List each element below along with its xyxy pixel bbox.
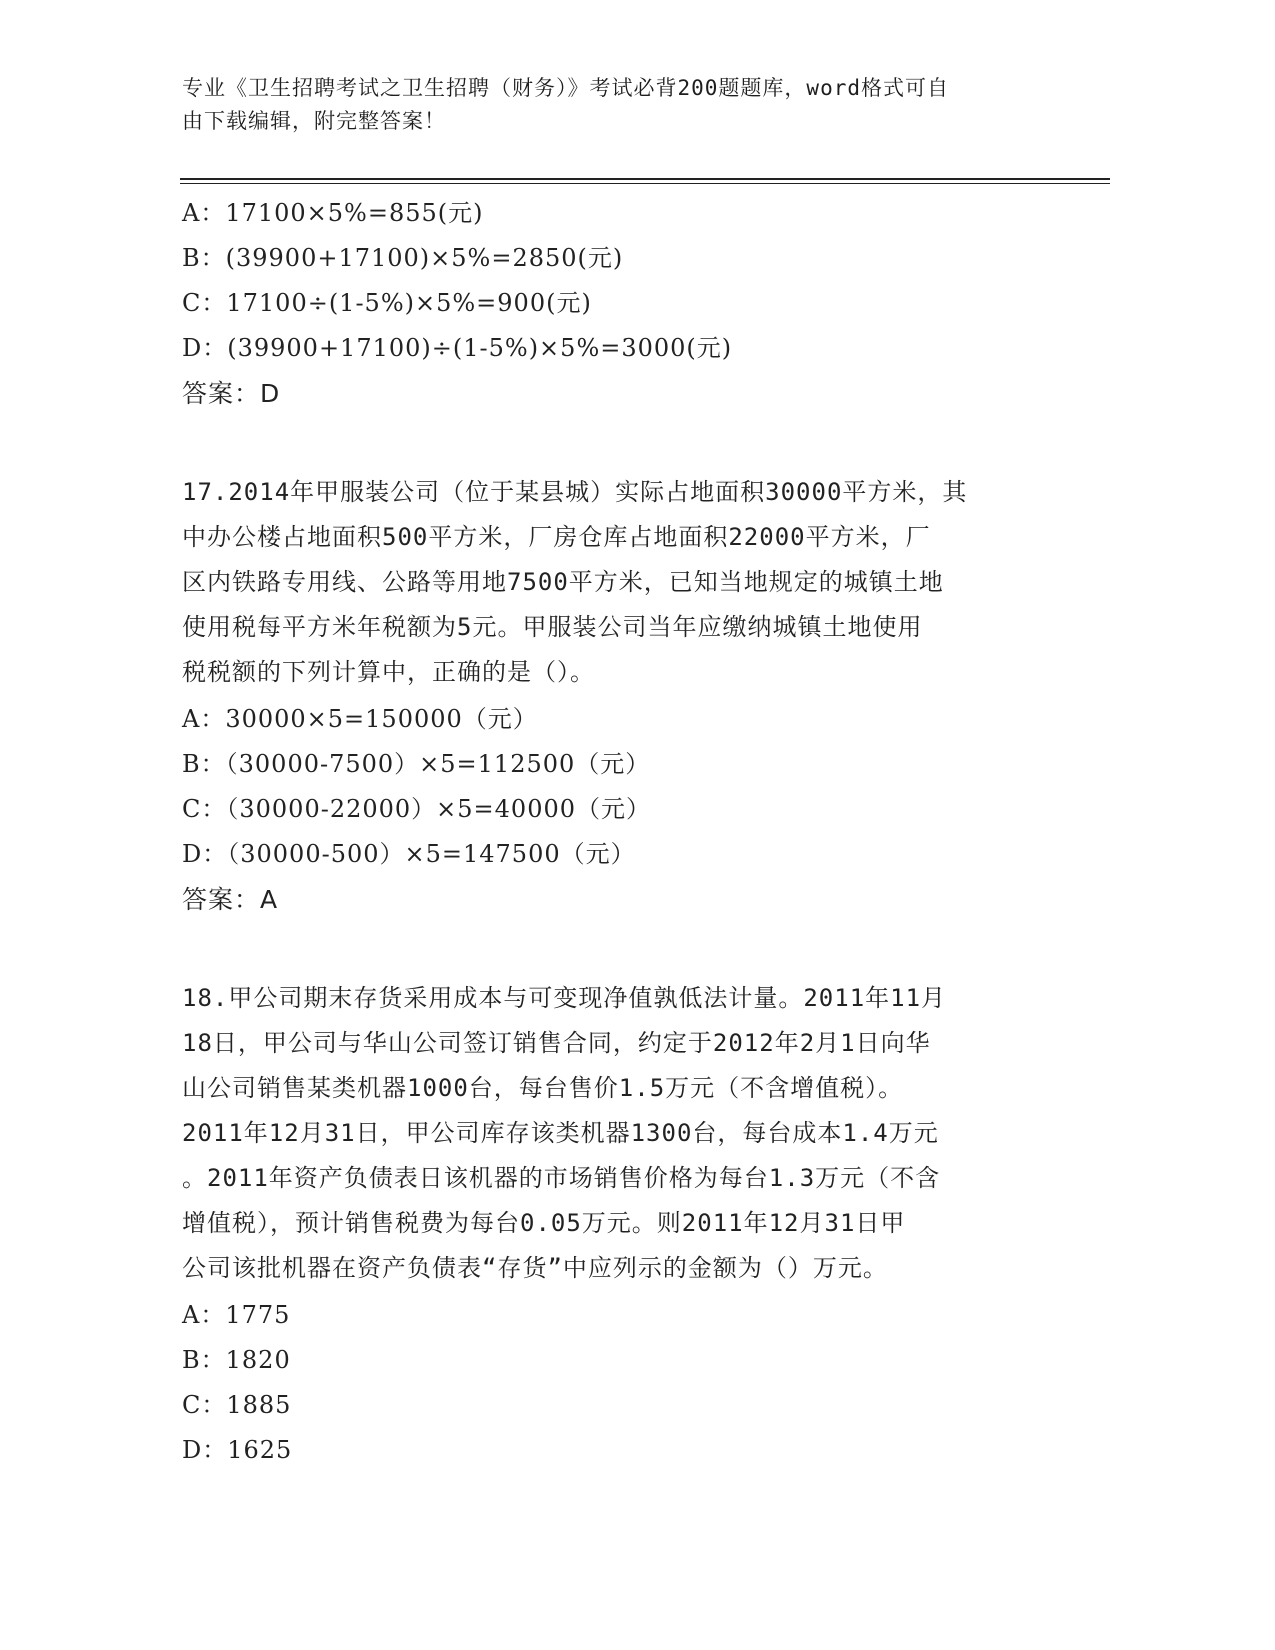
question-text-line: 使用税每平方米年税额为5元。甲服装公司当年应缴纳城镇土地使用: [182, 613, 923, 641]
question-text-line: 中办公楼占地面积500平方米，厂房仓库占地面积22000平方米，厂: [182, 523, 931, 551]
question-18: [182, 978, 1062, 1473]
option-c: C：（30000-22000）×5=40000（元）: [182, 795, 652, 823]
header-line-1: 专业《卫生招聘考试之卫生招聘（财务）》考试必背200题题库，word格式可自: [182, 76, 949, 100]
question-text-line: 区内铁路专用线、公路等用地7500平方米，已知当地规定的城镇土地: [182, 568, 944, 596]
answer-line: 答案：A: [182, 885, 279, 914]
answer-line: 答案：D: [182, 379, 281, 408]
option-c: C：17100÷(1-5%)×5%=900(元): [182, 289, 592, 317]
option-a: A：1775: [182, 1301, 291, 1329]
question-text-line: 公司该批机器在资产负债表“存货”中应列示的金额为（）万元。: [182, 1254, 888, 1282]
question-text-line: 增值税），预计销售税费为每台0.05万元。则2011年12月31日甲: [182, 1209, 906, 1237]
option-b: B：1820: [182, 1346, 291, 1374]
header-line-2: 由下载编辑，附完整答案！: [182, 109, 446, 133]
option-a: A：30000×5=150000（元）: [182, 705, 538, 733]
question-text-line: 2011年12月31日，甲公司库存该类机器1300台，每台成本1.4万元: [182, 1119, 939, 1147]
header-divider-thin: [180, 183, 1110, 184]
option-d: D：(39900+17100)÷(1-5%)×5%=3000(元): [182, 334, 733, 362]
question-text-line: 山公司销售某类机器1000台，每台售价1.5万元（不含增值税）。: [182, 1074, 904, 1102]
question-text-line: 17.2014年甲服装公司（位于某县城）实际占地面积30000平方米，其: [182, 478, 968, 506]
header-divider-thick: [180, 178, 1110, 180]
document-body: [182, 191, 1062, 1473]
option-d: D：1625: [182, 1436, 293, 1464]
option-b: B：(39900+17100)×5%=2850(元): [182, 244, 624, 272]
question-text-line: 税税额的下列计算中，正确的是（）。: [182, 658, 595, 686]
option-b: B：（30000-7500）×5=112500（元）: [182, 750, 651, 778]
question-text-line: 。2011年资产负债表日该机器的市场销售价格为每台1.3万元（不含: [182, 1164, 941, 1192]
question-16-continued: [182, 191, 1062, 416]
option-d: D：（30000-500）×5=147500（元）: [182, 840, 636, 868]
option-c: C：1885: [182, 1391, 292, 1419]
question-text-line: 18日，甲公司与华山公司签订销售合同，约定于2012年2月1日向华: [182, 1029, 931, 1057]
option-a: A：17100×5%=855(元): [182, 199, 484, 227]
document-header: [182, 72, 1062, 138]
question-17: [182, 472, 1062, 922]
question-text-line: 18.甲公司期末存货采用成本与可变现净值孰低法计量。2011年11月: [182, 984, 947, 1012]
